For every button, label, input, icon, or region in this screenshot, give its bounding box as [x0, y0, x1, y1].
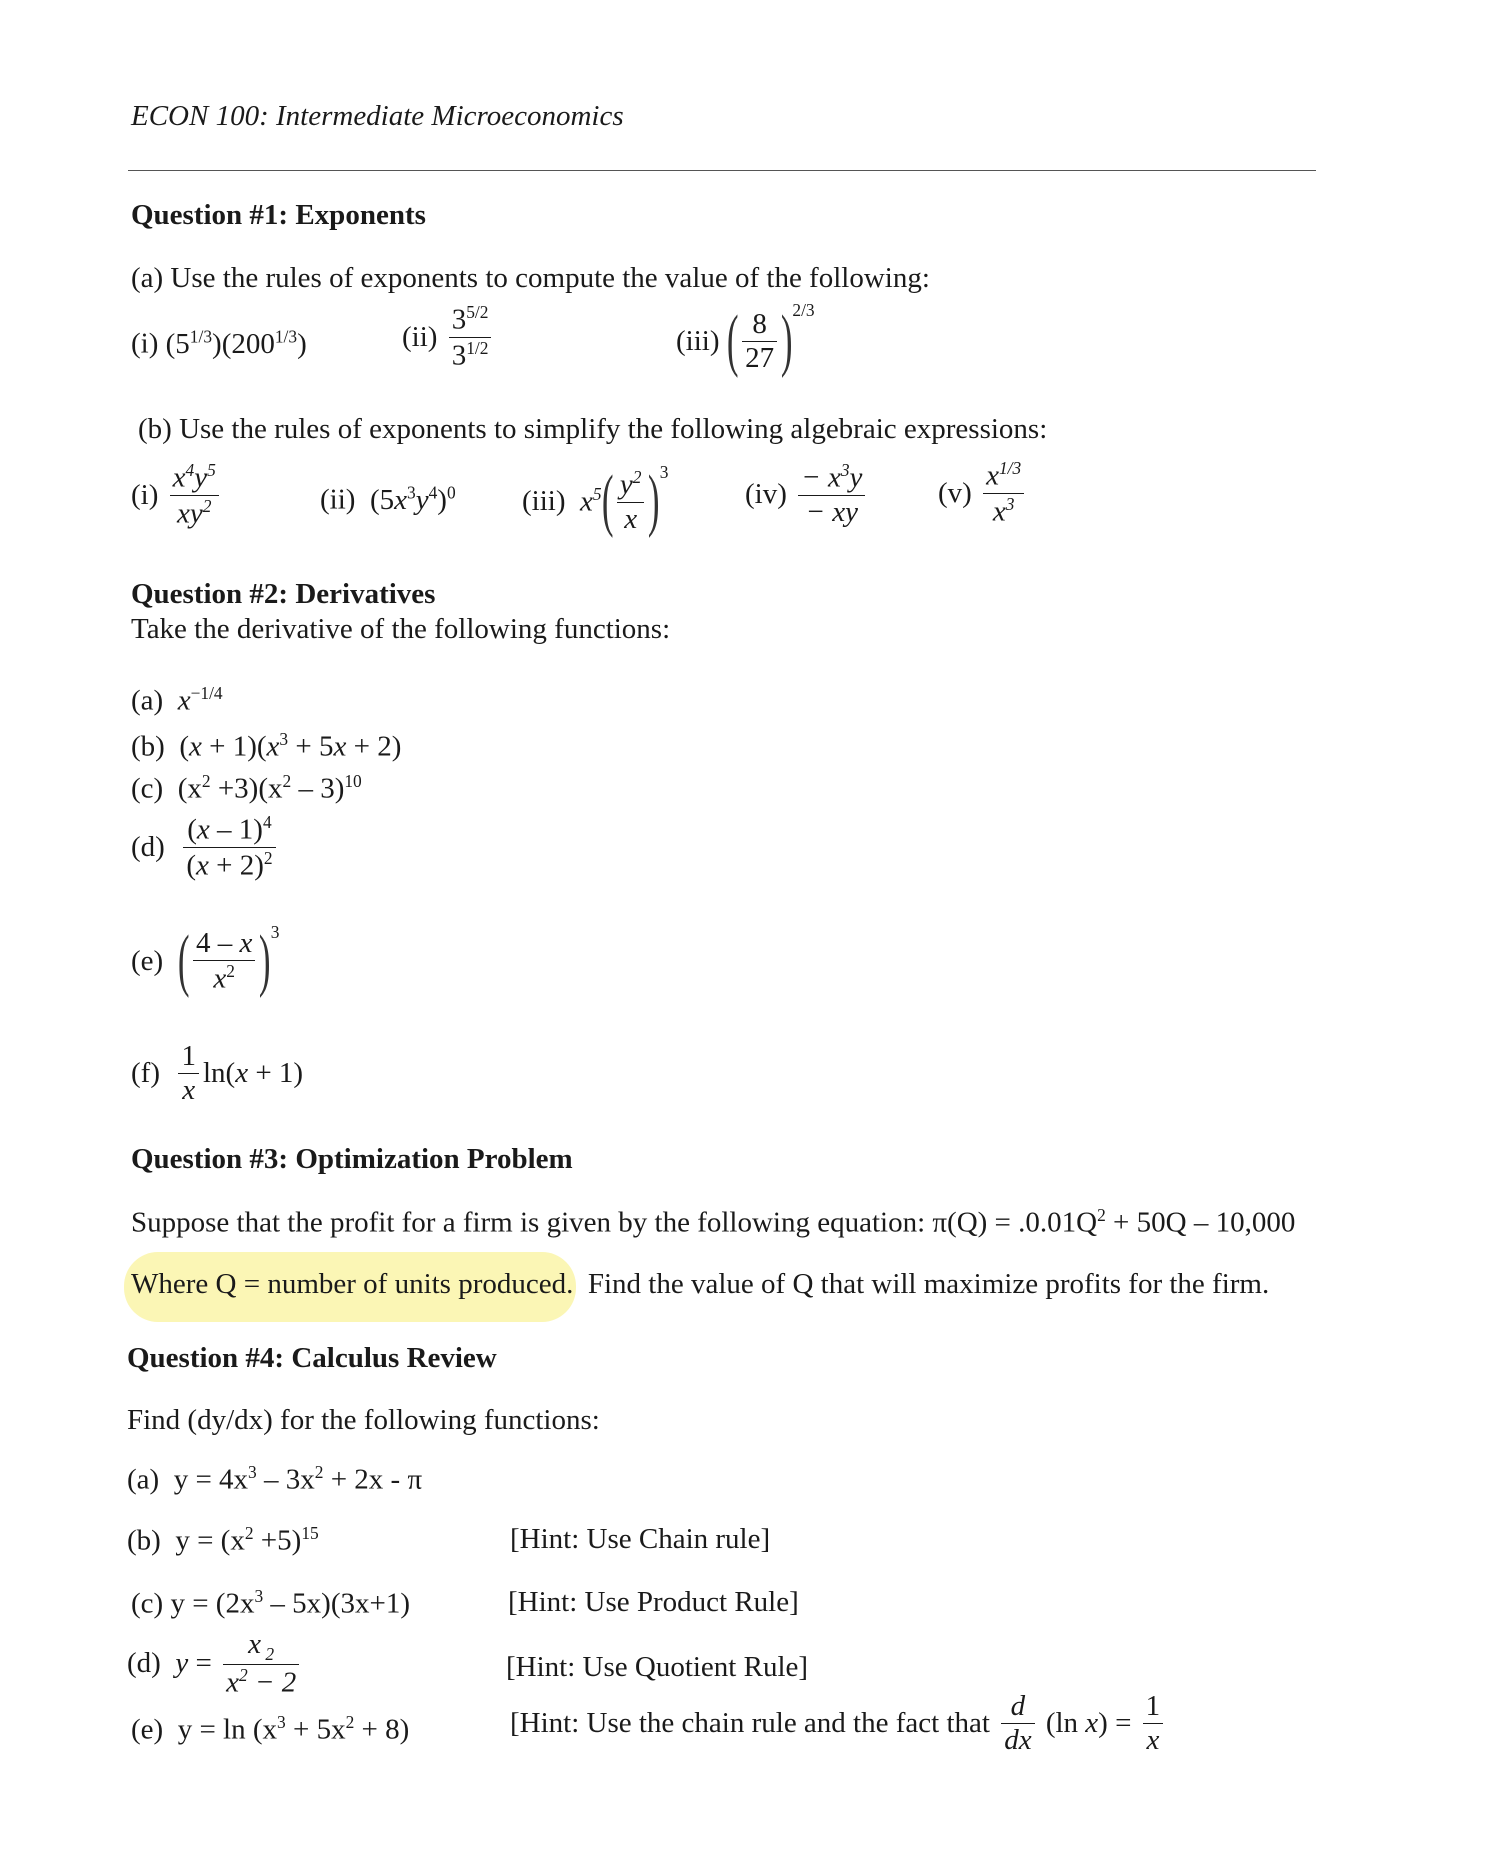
q1-a-i — [131, 326, 307, 361]
q4-a: (a) $y = 4x^3 - 3x^2 + 2x - \pi$ — [127, 1462, 423, 1496]
q2-d: (d) $\frac{(x - 1)^4}{(x + 2)^2}$ — [131, 812, 280, 883]
q2-a: (a) $x^{-1/4}$ — [131, 683, 223, 717]
q3-line2: Where Q = number of units produced. Find the value of Q that will maximize profits for the firm. — [131, 1268, 1270, 1300]
q1-a-iii-label: (iii) — [676, 324, 720, 357]
q3-title: Question #3: Optimization Problem — [131, 1143, 573, 1175]
q2-title: Question #2: Derivatives — [131, 578, 436, 610]
q1-a-i-label: (i) — [131, 327, 159, 360]
header-divider — [128, 170, 1316, 171]
q1-b-iv: (iv) $\frac{- x^3y}{- xy}$ — [745, 460, 869, 529]
q1-a-ii-label: (ii) — [402, 321, 438, 353]
q4-b-hint: [Hint: Use Chain rule] — [510, 1523, 771, 1555]
q1-a-iii: (iii) ( $\frac{8}{27}$ )$^{2/3}$ — [676, 300, 815, 380]
course-title: ECON 100: Intermediate Microeconomics — [131, 100, 624, 132]
q3-line1: Suppose that the profit for a firm is given by the following equation: $\pi(Q) = .0.01Q^2 + 50Q - 10,000$ — [131, 1205, 1296, 1239]
q1-b-prompt: (b) Use the rules of exponents to simplify the following algebraic expressions: — [138, 413, 1048, 445]
q1-a-ii-fraction: $\frac{3^{5/2}}{3^{1/2}}$ — [449, 302, 492, 373]
q1-b-ii: (ii) $(5x^3y^4)^0$ — [320, 482, 456, 516]
q4-e-hint: [Hint: Use the chain rule and the fact that $\frac{d}{dx}$ (ln x) = $\frac{1}{x}$ — [510, 1690, 1167, 1758]
q4-d: (d) y = $\frac{x _2}{x^2 - 2}$ — [127, 1628, 303, 1700]
q1-title: Question #1: Exponents — [131, 199, 426, 231]
q1-a-prompt: (a) Use the rules of exponents to compute the value of the following: — [131, 262, 930, 294]
q1-a-ii — [402, 302, 495, 373]
q1-a-iii-fraction: $\frac{8}{27}$ — [742, 308, 777, 376]
highlighted-text: Where Q = number of units produced. — [131, 1268, 574, 1300]
q1-b-iii: (iii) $x^5$( $\frac{y^2}{x}$ )$^3$ — [522, 462, 669, 540]
q1-b-v: (v) $\frac{x^{1/3}}{x^3}$ — [938, 458, 1028, 529]
q4-b: (b) $y = (x^2 +5)^{15}$ — [127, 1523, 319, 1557]
q4-c-hint: [Hint: Use Product Rule] — [508, 1586, 799, 1618]
q1-b-i: (i) $\frac{x^4y^5}{xy^2}$ — [131, 460, 223, 531]
q2-b: (b) $(x + 1)(x^3 + 5x + 2)$ — [131, 729, 402, 763]
q4-c: (c) $y = (2x^3 - 5x)(3x+1)$ — [131, 1586, 410, 1620]
q1-a-i-expr: $(5^{1/3})(200^{1/3})$ — [165, 326, 307, 360]
q2-f: (f) $\frac{1}{x}$ ln(x + 1) — [131, 1040, 304, 1107]
q4-e: (e) $y = \ln (x^3 + 5x^2 + 8)$ — [131, 1712, 410, 1746]
q2-prompt: Take the derivative of the following functions: — [131, 613, 671, 645]
q4-d-hint: [Hint: Use Quotient Rule] — [506, 1651, 809, 1683]
q2-c: (c) $(x^2 +3)(x^2 - 3)^{10}$ — [131, 771, 362, 805]
q2-e: (e) ( $\frac{4 - x}{x^2}$ )$^3$ — [131, 922, 280, 1000]
q4-prompt: Find (dy/dx) for the following functions: — [127, 1404, 600, 1436]
q4-title: Question #4: Calculus Review — [127, 1342, 497, 1374]
